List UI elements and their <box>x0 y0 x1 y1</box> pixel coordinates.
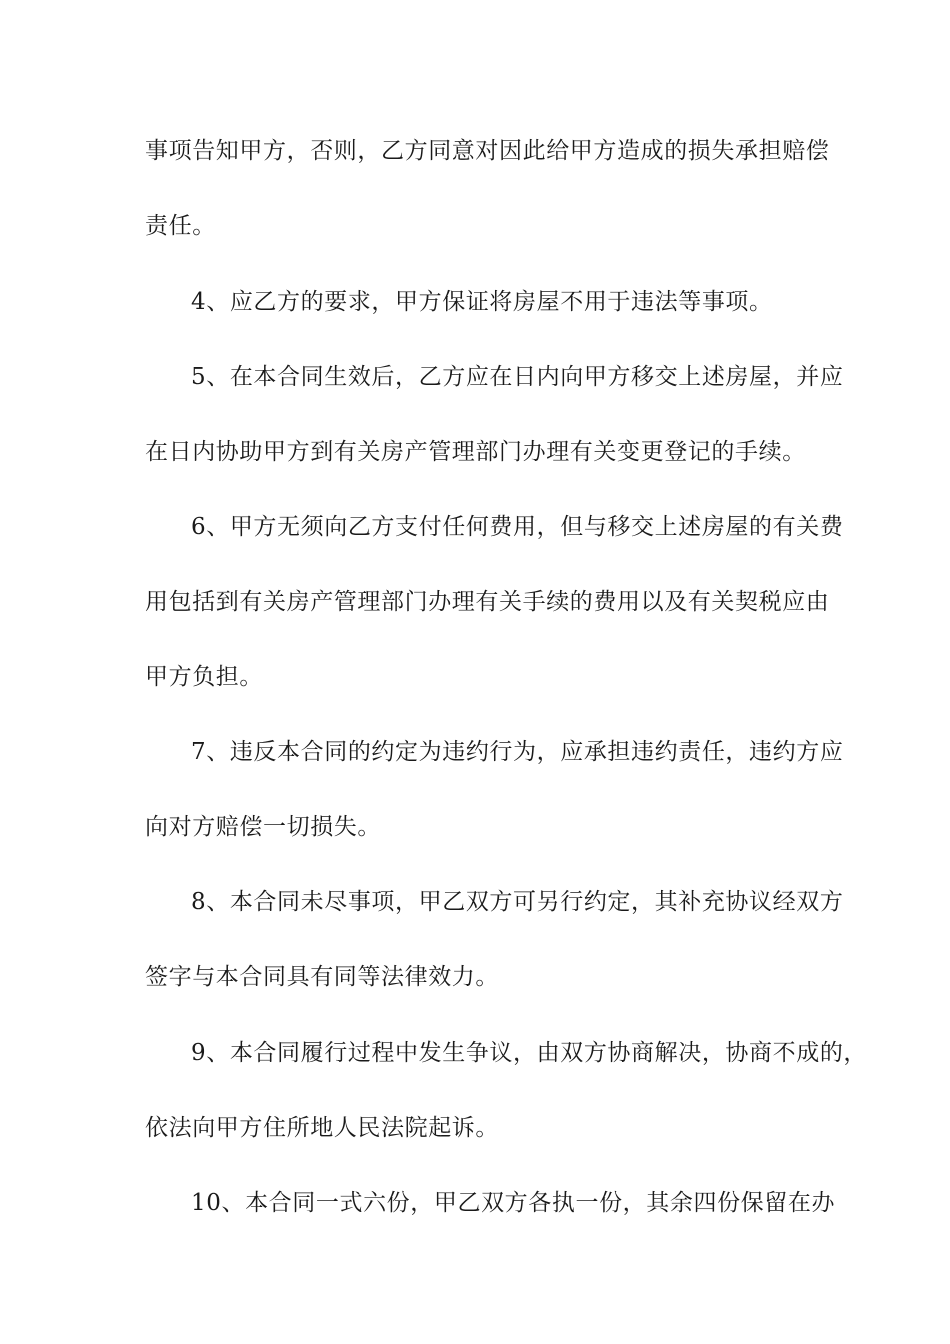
text-line: 依法向甲方住所地人民法院起诉。 <box>145 1115 499 1141</box>
text-line: 甲方负担。 <box>145 664 263 690</box>
text-line: 在日内协助甲方到有关房产管理部门办理有关变更登记的手续。 <box>145 439 806 465</box>
clause-4: 4、应乙方的要求，甲方保证将房屋不用于违法等事项。 <box>191 289 773 315</box>
clause-8: 8、本合同未尽事项，甲乙双方可另行约定，其补充协议经双方 <box>191 889 844 915</box>
text-line: 用包括到有关房产管理部门办理有关手续的费用以及有关契税应由 <box>145 589 830 615</box>
text-line: 事项告知甲方，否则，乙方同意对因此给甲方造成的损失承担赔偿 <box>145 138 830 164</box>
text-line: 签字与本合同具有同等法律效力。 <box>145 964 499 990</box>
clause-7: 7、违反本合同的约定为违约行为，应承担违约责任，违约方应 <box>191 739 844 765</box>
clause-10: 10、本合同一式六份，甲乙双方各执一份，其余四份保留在办 <box>191 1190 836 1216</box>
text-line: 责任。 <box>145 213 216 239</box>
text-line: 向对方赔偿一切损失。 <box>145 814 381 840</box>
clause-5: 5、在本合同生效后，乙方应在日内向甲方移交上述房屋，并应 <box>191 364 844 390</box>
clause-6: 6、甲方无须向乙方支付任何费用，但与移交上述房屋的有关费 <box>191 514 844 540</box>
clause-9: 9、本合同履行过程中发生争议，由双方协商解决，协商不成的， <box>191 1040 868 1066</box>
